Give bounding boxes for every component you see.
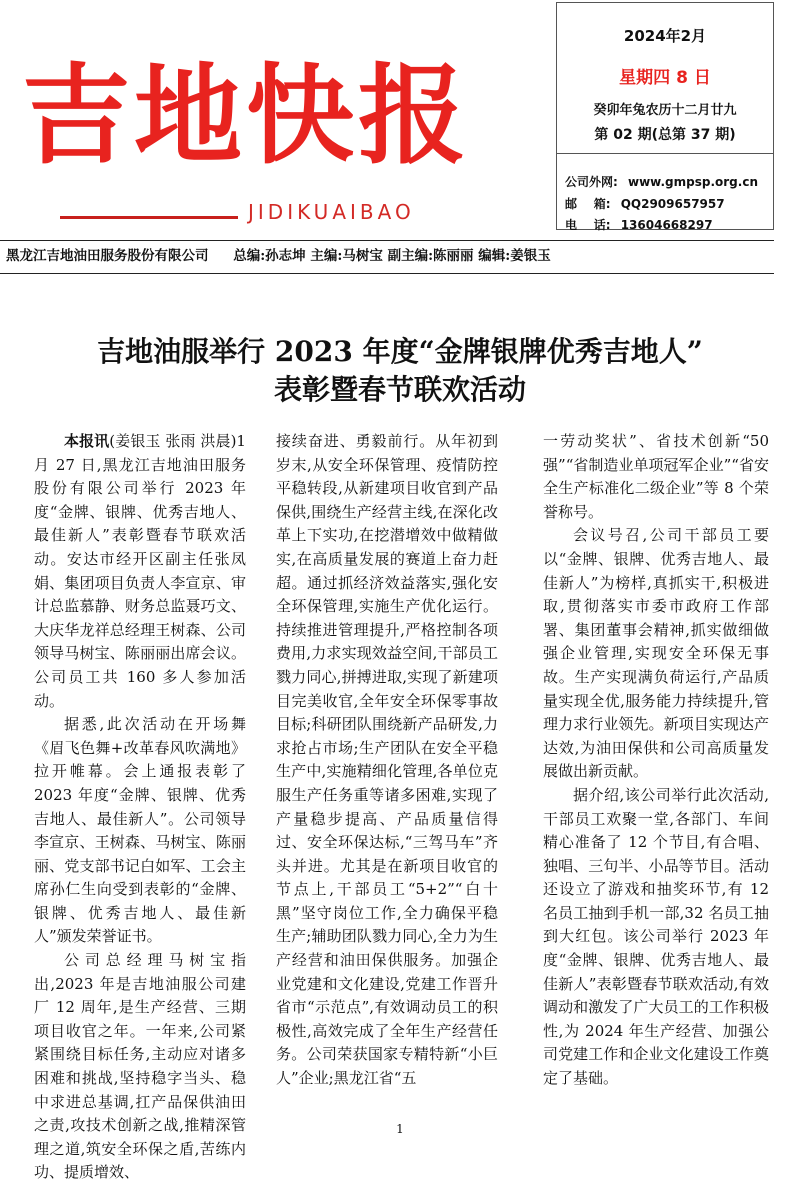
issue-date: 2024年2月 (623, 27, 707, 45)
article-paragraph: 一劳动奖状”、省技术创新“50强”“省制造业单项冠军企业”“省安全生产标准化二级企业”等 8 个荣誉称号。 (543, 432, 769, 521)
email-row (565, 195, 725, 212)
issue-info-box (556, 2, 774, 230)
issue-lunar-date: 癸卯年兔农历十二月廿九 (593, 103, 737, 118)
website-label: 公司外网: (565, 175, 618, 189)
article-lead: 本报讯 (64, 432, 110, 450)
phone-row (565, 216, 713, 233)
masthead-title: 吉地快报 (22, 54, 471, 179)
article-paragraph: 会议号召,公司干部员工要以“金牌、银牌、优秀吉地人、最佳新人”为榜样,真抓实干,积极进取,贯彻落实市委市政府工作部署、集团董事会精神,抓实做细做强企业管理,实现安全环保无事故。生产实现满负荷运行,产品质量实现全优,服务能力持续提升,管理力求行业领先。新项目实现达产达效,为油田保供和公司高质量发展做出新贡献。 (543, 526, 769, 781)
masthead-pinyin: JIDIKUAIBAO (248, 200, 415, 224)
editorial-banner (0, 240, 774, 274)
article-paragraph: 接续奋进、勇毅前行。从年初到岁末,从安全环保管理、疫情防控平稳转段,从新建项目收官到产品保供,围绕生产经营主线,在深化改革上下实功,在挖潜增效中做精做实,在高质量发展的赛道上奋力赶超。通过抓经济效益落实,强化安全环保管理,实施生产优化运行。持续推进管理提升,严格控制各项费用,力求实现效益空间,干部员工戮力同心,拼搏进取,实现了新建项目完美收官,全年安全环保零事故目标;科研团队围绕新产品研发,力求抢占市场;生产团队在安全平稳生产中,实施精细化管理,各单位克服生产任务重等诸多困难,实现了产量稳步提高、产品质量信得过、安全环保达标,“三驾马车”齐头并进。尤其是在新项目收官的节点上,干部员工“5+2”“白十黑”坚守岗位工作,全力确保平稳生产;辅助团队戮力同心,全力为生产经营和油田保供服务。加强企业党建和文化建设,党建工作晋升省市“示范点”,有效调动员工的积极性,高效完成了全年生产经营任务。公司荣获国家专精特新“小巨人”企业;黑龙江省“五 (276, 432, 498, 1088)
article-column-1 (34, 430, 246, 1185)
email-value: QQ2909657957 (620, 197, 725, 211)
article-headline-line1: 吉地油服举行 2023 年度“金牌银牌优秀吉地人” (97, 335, 703, 368)
article-column-3 (543, 430, 769, 1091)
banner-company: 黑龙江吉地油田服务股份有限公司 (6, 248, 209, 264)
page-number: 1 (396, 1122, 404, 1136)
masthead-rule (60, 216, 238, 219)
article-paragraph: 公司总经理马树宝指出,2023 年是吉地油服公司建厂 12 周年,是生产经营、三期项目收官之年。一年来,公司紧紧围绕目标任务,主动应对诸多困难和挑战,坚持稳字当头、稳中求进总基调,扛产品保供油田之责,攻技术创新之战,推精深管理之道,筑安全环保之盾,苦练内功、提质增效、 (34, 951, 246, 1182)
banner-editors: 总编:孙志坤 主编:马树宝 副主编:陈丽丽 编辑:姜银玉 (233, 248, 551, 264)
website-row (565, 173, 758, 190)
article-headline-line2: 表彰暨春节联欢活动 (273, 373, 526, 406)
info-divider (557, 153, 773, 154)
phone-value: 13604668297 (620, 218, 713, 232)
issue-number: 第 02 期(总第 37 期) (594, 127, 736, 143)
article-paragraph: 据悉,此次活动在开场舞《眉飞色舞+改革春风吹满地》拉开帷幕。会上通报表彰了 2023 年度“金牌、银牌、优秀吉地人、最佳新人”。公司领导李宣京、王树森、马树宝、陈丽丽、党支部书记白如军、工会主席孙仁生向受到表彰的“金牌、银牌、优秀吉地人、最佳新人”颁发荣誉证书。 (34, 715, 246, 946)
phone-label: 电 话: (565, 218, 611, 232)
article-paragraph: 据介绍,该公司举行此次活动,干部员工欢聚一堂,各部门、车间精心准备了 12 个节目,有合唱、独唱、三句半、小品等节目。活动还设立了游戏和抽奖环节,有 12 名员工抽到手机一部,32 名员工抽到大红包。该公司举行 2023 年度“金牌、银牌、优秀吉地人、最佳新人”表彰暨春节联欢活动,有效调动和激发了广大员工的工作积极性,为 2024 年生产经营、加强公司党建工作和企业文化建设工作奠定了基础。 (543, 785, 769, 1088)
email-label: 邮 箱: (565, 197, 611, 211)
article-column-2 (276, 430, 498, 1091)
issue-weekday: 星期四 8 日 (619, 68, 711, 88)
website-link[interactable]: www.gmpsp.org.cn (628, 175, 758, 189)
article-paragraph: 本报讯(姜银玉 张雨 洪晨)1 月 27 日,黑龙江吉地油田服务股份有限公司举行 2023 年度“金牌、银牌、优秀吉地人、最佳新人”表彰暨春节联欢活动。安达市经开区副主任张凤娟、集团项目负责人李宣京、审计总监慕静、财务总监聂巧文、大庆华龙祥总经理王树森、公司领导马树宝、陈丽丽出席会议。公司员工共 160 多人参加活动。 (34, 432, 246, 710)
